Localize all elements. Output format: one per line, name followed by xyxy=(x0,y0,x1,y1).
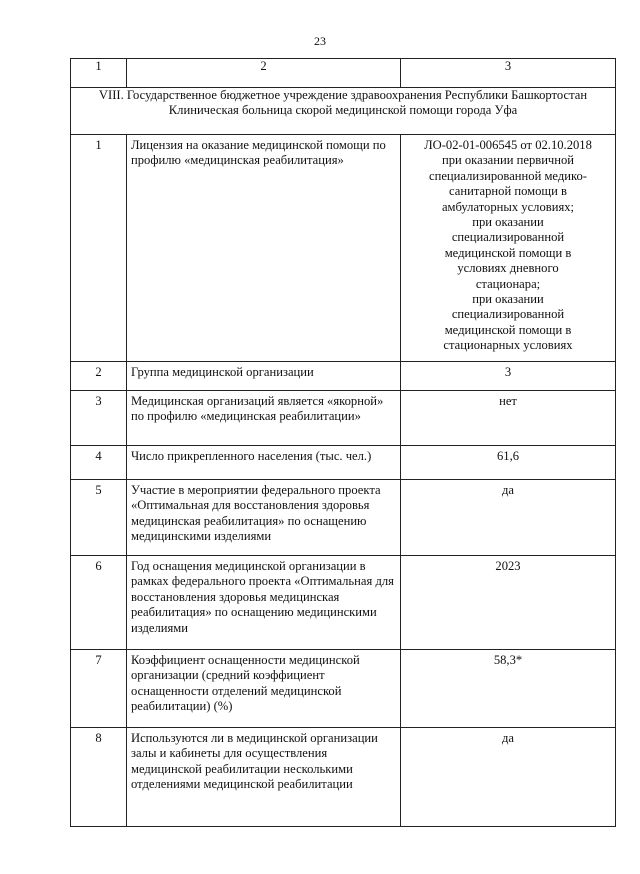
row-number: 1 xyxy=(71,135,127,362)
row-number: 3 xyxy=(71,391,127,446)
row-label: Участие в мероприятии федерального проекта «Оптимальная для восстановления здоровья медицинская реабилитация» по оснащению медицинскими изделиями xyxy=(127,480,401,556)
row-number: 2 xyxy=(71,362,127,391)
table-row xyxy=(71,480,616,556)
row-number: 8 xyxy=(71,728,127,827)
table-row xyxy=(71,362,616,391)
row-value: 3 xyxy=(401,362,616,391)
row-label: Лицензия на оказание медицинской помощи по профилю «медицинская реабилитация» xyxy=(127,135,401,362)
table-row xyxy=(71,446,616,480)
table-row xyxy=(71,650,616,728)
column-header-3: 3 xyxy=(401,59,616,88)
row-value: нет xyxy=(401,391,616,446)
row-label: Число прикрепленного населения (тыс. чел.) xyxy=(127,446,401,480)
data-table xyxy=(70,58,616,827)
row-value: 61,6 xyxy=(401,446,616,480)
table-row xyxy=(71,728,616,827)
table-row xyxy=(71,556,616,650)
row-value: ЛО-02-01-006545 от 02.10.2018 при оказании первичной специализированной медико- санитарной помощи в амбулаторных условиях; при оказании специализированной медицинской помощи в условиях дневного стационара; при оказании специализированной медицинской помощи в стационарных условиях xyxy=(401,135,616,362)
row-label: Медицинская организаций является «якорной» по профилю «медицинская реабилитации» xyxy=(127,391,401,446)
table-header-row xyxy=(71,59,616,88)
table-row xyxy=(71,135,616,362)
row-label: Коэффициент оснащенности медицинской организации (средний коэффициент оснащенности отделений медицинской реабилитации) (%) xyxy=(127,650,401,728)
section-title: VIII. Государственное бюджетное учреждение здравоохранения Республики Башкортостан Клиническая больница скорой медицинской помощи города Уфа xyxy=(71,88,616,135)
section-title-row xyxy=(71,88,616,135)
row-number: 6 xyxy=(71,556,127,650)
page-number: 23 xyxy=(314,34,326,48)
row-number: 7 xyxy=(71,650,127,728)
row-value: да xyxy=(401,480,616,556)
row-number: 4 xyxy=(71,446,127,480)
row-label: Год оснащения медицинской организации в рамках федерального проекта «Оптимальная для восстановления здоровья медицинская реабилитация» по оснащению медицинскими изделиями xyxy=(127,556,401,650)
row-value: 2023 xyxy=(401,556,616,650)
row-label: Группа медицинской организации xyxy=(127,362,401,391)
row-value: 58,3* xyxy=(401,650,616,728)
table-row xyxy=(71,391,616,446)
column-header-2: 2 xyxy=(127,59,401,88)
row-label: Используются ли в медицинской организации залы и кабинеты для осуществления медицинской реабилитации несколькими отделениями медицинской реабилитации xyxy=(127,728,401,827)
column-header-1: 1 xyxy=(71,59,127,88)
row-number: 5 xyxy=(71,480,127,556)
row-value: да xyxy=(401,728,616,827)
